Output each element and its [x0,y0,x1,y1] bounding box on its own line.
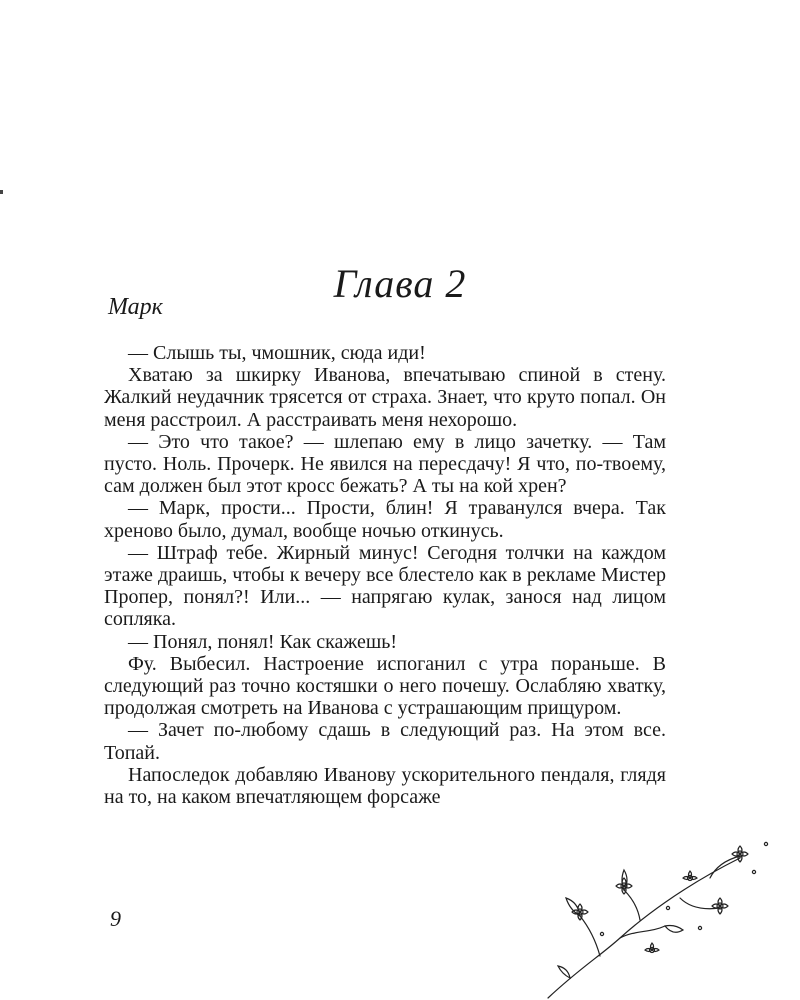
paragraph: — Слышь ты, чмошник, сюда иди! [128,342,426,364]
chapter-title: Глава 2 [333,261,467,306]
paragraph: Напоследок добавляю Иванову ускорительного пендаля, глядя на то, на каком впечатляющем форсаже [104,763,666,809]
pov-character-name: Марк [108,294,163,320]
paragraph: — Зачет по-любому сдашь в следующий раз. На этом все. Топай. [104,719,666,764]
paragraph: Фу. Выбесил. Настроение испоганил с утра пораньше. В следующий раз точно костяшки о него почешу. Ослабляю хватку, продолжая смотреть на Иванова с устрашающим прищуром. [104,652,666,720]
paragraph: — Это что такое? — шлепаю ему в лицо зачетку. — Там пусто. Ноль. Прочерк. Не явился на пересдачу! Я что, по-твоему, сам должен был этот кросс бежать? А ты на кой хрен? [104,430,666,498]
paragraph: — Штраф тебе. Жирный минус! Сегодня толчки на каждом этаже драишь, чтобы к вечеру все блестело как в рекламе Мистер Пропер, понял?! Или... — напрягаю кулак, занося над лицом сопляка. [104,541,666,631]
chapter-text [104,342,666,808]
paragraph: — Понял, понял! Как скажешь! [128,630,398,653]
scan-speck [0,190,3,194]
paragraph: — Марк, прости... Прости, блин! Я траванулся вчера. Так хреново было, думал, вообще ночью откинусь. [104,497,666,542]
page-number: 9 [110,906,121,931]
paragraph: Хватаю за шкирку Иванова, впечатываю спиной в стену. Жалкий неудачник трясется от страха. Знает, что круто попал. Он меня расстроил. А расстраивать меня нехорошо. [104,364,666,431]
floral-branch-icon [540,838,780,1000]
